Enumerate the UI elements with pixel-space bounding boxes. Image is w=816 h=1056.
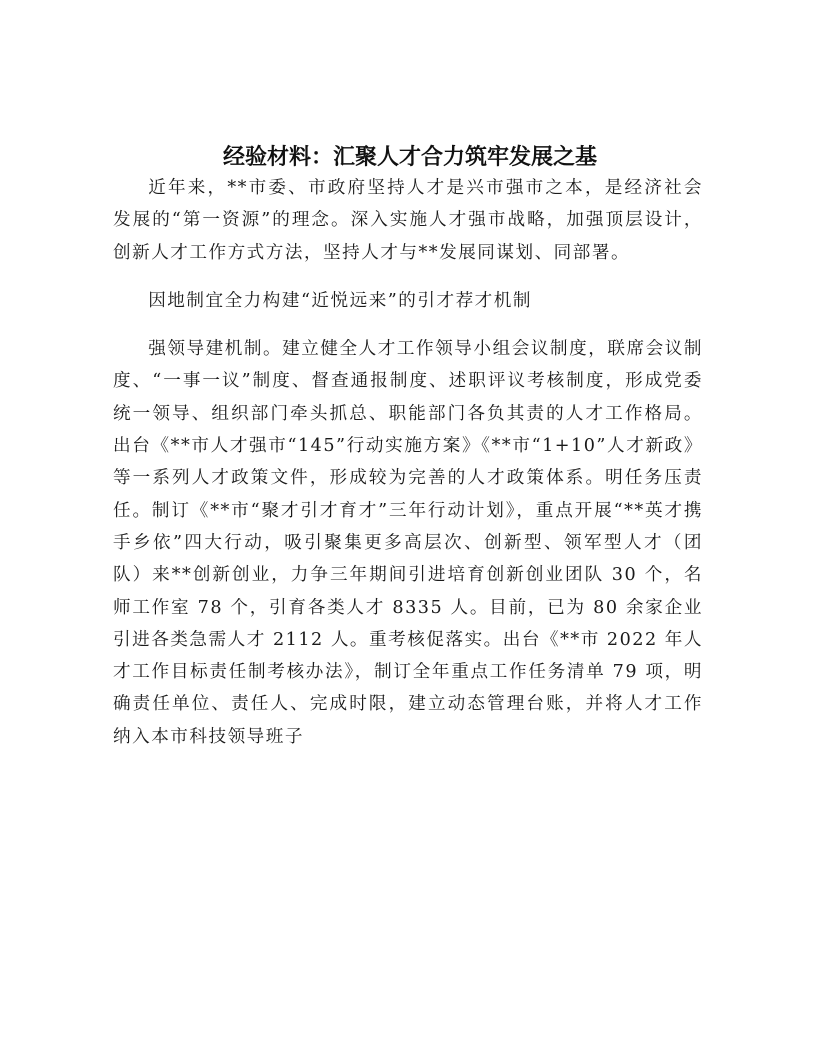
document-title: 经验材料：汇聚人才合力筑牢发展之基 [222,145,597,170]
document-body [113,172,703,753]
section-heading: 因地制宜全力构建“近悦远来”的引才荐才机制 [148,290,532,311]
paragraph-mechanism: 强领导建机制。建立健全人才工作领导小组会议制度，联席会议制度、“一事一议”制度、督查通报制度、述职评议考核制度，形成党委统一领导、组织部门牵头抓总、职能部门各负其责的人才工作格局。出台《**市人才强市“145”行动实施方案》《**市“1+10”人才新政》等一系列人才政策文件，形成较为完善的人才政策体系。明任务压责任。制订《**市“聚才引才育才”三年行动计划》，重点开展“**英才携手乡依”四大行动，吸引聚集更多高层次、创新型、领军型人才（团队）来**创新创业，力争三年期间引进培育创新创业团队 30 个，名师工作室 78 个，引育各类人才 8335 人。目前，已为 80 余家企业引进各类急需人才 2112 人。重考核促落实。出台《**市 2022 年人才工作目标责任制考核办法》，制订全年重点工作任务清单 79 项，明确责任单位、责任人、完成时限，建立动态管理台账，并将人才工作纳入本市科技领导班子 [113,339,703,747]
paragraph-intro: 近年来，**市委、市政府坚持人才是兴市强市之本，是经济社会发展的“第一资源”的理念。深入实施人才强市战略，加强顶层设计，创新人才工作方式方法，坚持人才与**发展同谋划、同部署。 [113,178,703,263]
